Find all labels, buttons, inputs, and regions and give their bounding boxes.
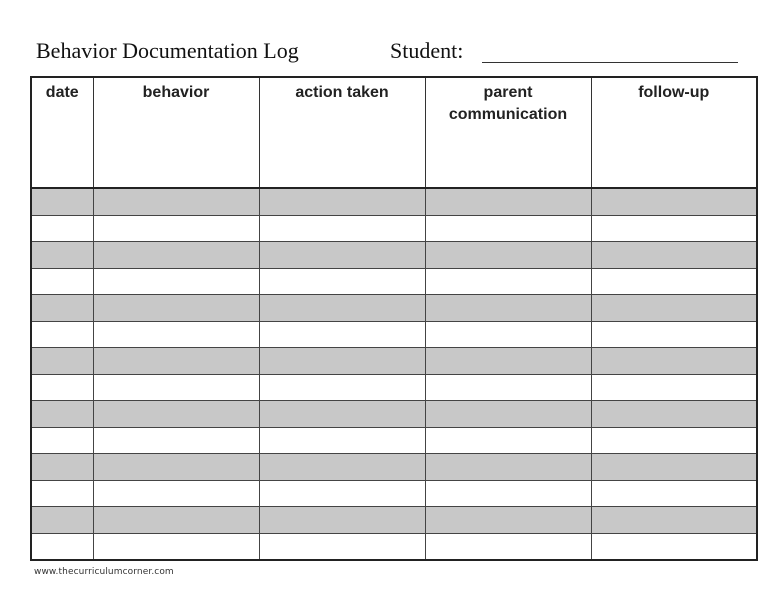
table-cell[interactable] xyxy=(591,507,757,534)
table-cell[interactable] xyxy=(591,215,757,242)
table-cell[interactable] xyxy=(31,454,93,481)
table-cell[interactable] xyxy=(31,321,93,348)
table-row xyxy=(31,242,757,269)
table-cell[interactable] xyxy=(591,268,757,295)
table-cell[interactable] xyxy=(93,507,259,534)
table-cell[interactable] xyxy=(93,215,259,242)
table-cell[interactable] xyxy=(93,321,259,348)
page-title: Behavior Documentation Log xyxy=(36,38,299,63)
table-row xyxy=(31,321,757,348)
column-header-parent-communication: parent communication xyxy=(425,77,591,188)
table-cell[interactable] xyxy=(259,401,425,428)
table-cell[interactable] xyxy=(259,242,425,269)
table-cell[interactable] xyxy=(31,215,93,242)
table-row xyxy=(31,427,757,454)
table-cell[interactable] xyxy=(93,480,259,507)
table-cell[interactable] xyxy=(591,454,757,481)
column-header-follow-up: follow-up xyxy=(591,77,757,188)
table-cell[interactable] xyxy=(93,188,259,215)
column-header-action-taken: action taken xyxy=(259,77,425,188)
table-cell[interactable] xyxy=(31,374,93,401)
table-cell[interactable] xyxy=(591,348,757,375)
table-cell[interactable] xyxy=(259,480,425,507)
table-cell[interactable] xyxy=(425,454,591,481)
table-cell[interactable] xyxy=(31,295,93,322)
table-header-row xyxy=(31,77,757,188)
table-cell[interactable] xyxy=(31,507,93,534)
table-cell[interactable] xyxy=(93,242,259,269)
table-cell[interactable] xyxy=(31,242,93,269)
column-header-behavior: behavior xyxy=(93,77,259,188)
table-cell[interactable] xyxy=(425,188,591,215)
table-row xyxy=(31,188,757,215)
table-cell[interactable] xyxy=(591,427,757,454)
table-cell[interactable] xyxy=(259,348,425,375)
table-cell[interactable] xyxy=(31,533,93,560)
table-row xyxy=(31,533,757,560)
table-cell[interactable] xyxy=(591,188,757,215)
table-body xyxy=(31,188,757,560)
table-cell[interactable] xyxy=(425,480,591,507)
table-cell[interactable] xyxy=(425,507,591,534)
table-cell[interactable] xyxy=(259,507,425,534)
table-row xyxy=(31,507,757,534)
table-cell[interactable] xyxy=(93,427,259,454)
table-cell[interactable] xyxy=(259,454,425,481)
table-cell[interactable] xyxy=(93,401,259,428)
table-cell[interactable] xyxy=(259,427,425,454)
table-cell[interactable] xyxy=(259,215,425,242)
table-cell[interactable] xyxy=(93,348,259,375)
table-cell[interactable] xyxy=(591,321,757,348)
table-cell[interactable] xyxy=(31,480,93,507)
table-cell[interactable] xyxy=(425,295,591,322)
column-header-date: date xyxy=(31,77,93,188)
page-header xyxy=(36,38,742,66)
table-cell[interactable] xyxy=(259,321,425,348)
table-cell[interactable] xyxy=(591,242,757,269)
table-cell[interactable] xyxy=(425,401,591,428)
table-cell[interactable] xyxy=(425,374,591,401)
table-cell[interactable] xyxy=(31,401,93,428)
table-cell[interactable] xyxy=(259,295,425,322)
table-cell[interactable] xyxy=(259,188,425,215)
table-row xyxy=(31,480,757,507)
table-cell[interactable] xyxy=(591,480,757,507)
table-cell[interactable] xyxy=(591,374,757,401)
table-cell[interactable] xyxy=(259,374,425,401)
table-cell[interactable] xyxy=(591,295,757,322)
footer-url: www.thecurriculumcorner.com xyxy=(34,567,174,577)
student-label: Student: xyxy=(390,38,464,63)
table-cell[interactable] xyxy=(591,401,757,428)
table-cell[interactable] xyxy=(93,454,259,481)
table-row xyxy=(31,454,757,481)
table-cell[interactable] xyxy=(31,348,93,375)
table-cell[interactable] xyxy=(425,321,591,348)
table-row xyxy=(31,374,757,401)
table-cell[interactable] xyxy=(591,533,757,560)
student-name-line[interactable] xyxy=(482,62,738,63)
table-cell[interactable] xyxy=(425,215,591,242)
table-cell[interactable] xyxy=(93,295,259,322)
table-row xyxy=(31,295,757,322)
table-row xyxy=(31,215,757,242)
table-cell[interactable] xyxy=(425,533,591,560)
table-row xyxy=(31,348,757,375)
table-row xyxy=(31,268,757,295)
table-cell[interactable] xyxy=(425,268,591,295)
table-cell[interactable] xyxy=(31,188,93,215)
table-cell[interactable] xyxy=(93,374,259,401)
table-cell[interactable] xyxy=(93,533,259,560)
table-cell[interactable] xyxy=(425,427,591,454)
table-row xyxy=(31,401,757,428)
table-cell[interactable] xyxy=(425,348,591,375)
table-cell[interactable] xyxy=(259,268,425,295)
behavior-log-table xyxy=(30,76,758,561)
table-cell[interactable] xyxy=(259,533,425,560)
table-cell[interactable] xyxy=(425,242,591,269)
table-cell[interactable] xyxy=(31,268,93,295)
table-cell[interactable] xyxy=(93,268,259,295)
table-cell[interactable] xyxy=(31,427,93,454)
